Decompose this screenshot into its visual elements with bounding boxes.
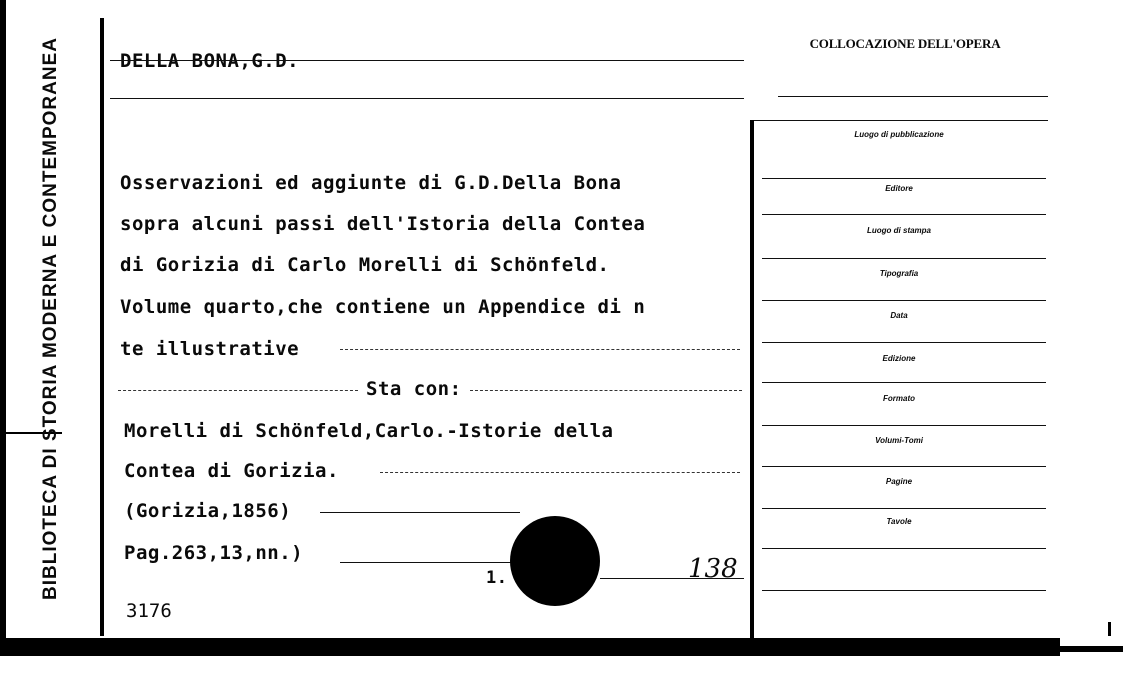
field-rule bbox=[762, 382, 1046, 383]
field-rule bbox=[762, 466, 1046, 467]
field-rule bbox=[762, 258, 1046, 259]
field-rule bbox=[762, 590, 1046, 591]
field-volumi-tomi: Volumi-Tomi bbox=[875, 436, 923, 445]
field-rule bbox=[762, 214, 1046, 215]
volume-mark: 1. bbox=[486, 568, 508, 588]
field-rule bbox=[762, 178, 1046, 179]
field-rule bbox=[762, 342, 1046, 343]
right-edge-mark bbox=[1108, 622, 1111, 636]
related-line-1: Morelli di Schönfeld,Carlo.-Istorie della bbox=[124, 420, 614, 442]
field-edizione: Edizione bbox=[882, 354, 916, 363]
related-line-4: Pag.263,13,nn.) bbox=[124, 542, 304, 564]
field-luogo-stampa: Luogo di stampa bbox=[867, 226, 931, 235]
field-rule bbox=[762, 508, 1046, 509]
related-line-3: (Gorizia,1856) bbox=[124, 500, 292, 522]
sta-con-rule-right bbox=[470, 390, 742, 391]
author-underline bbox=[110, 98, 744, 99]
collocazione-box-left bbox=[750, 120, 754, 642]
author-heading: DELLA BONA,G.D. bbox=[120, 50, 300, 72]
field-pagine: Pagine bbox=[885, 477, 913, 486]
field-rule bbox=[762, 425, 1046, 426]
related-rule-4 bbox=[340, 562, 520, 563]
field-tipografia: Tipografia bbox=[879, 269, 919, 278]
collocazione-box-top bbox=[752, 120, 1048, 121]
left-border-bar bbox=[0, 0, 6, 640]
title-line-4: Volume quarto,che contiene un Appendice di n bbox=[120, 296, 646, 318]
title-line-3: di Gorizia di Carlo Morelli di Schönfeld. bbox=[120, 254, 610, 276]
field-tavole: Tavole bbox=[886, 517, 912, 526]
related-rule-2 bbox=[380, 472, 740, 473]
card-margin-rule bbox=[100, 18, 104, 636]
author-rule bbox=[110, 60, 744, 61]
bottom-border-bar-tail bbox=[1060, 646, 1123, 652]
field-data: Data bbox=[890, 311, 908, 320]
field-formato: Formato bbox=[883, 394, 915, 403]
field-editore: Editore bbox=[885, 184, 913, 193]
sta-con-label: Sta con: bbox=[366, 378, 462, 400]
collocazione-heading: COLLOCAZIONE DELL'OPERA bbox=[809, 36, 1001, 51]
title-line-5: te illustrative bbox=[120, 338, 300, 360]
library-spine-label: BIBLIOTECA DI STORIA MODERNA E CONTEMPORANEA bbox=[40, 37, 61, 600]
sta-con-rule-left bbox=[118, 390, 358, 391]
bottom-border-bar bbox=[0, 638, 1060, 656]
title-line-2: sopra alcuni passi dell'Istoria della Contea bbox=[120, 213, 646, 235]
punch-hole bbox=[510, 516, 600, 606]
field-rule bbox=[762, 548, 1046, 549]
field-rule bbox=[762, 300, 1046, 301]
handwritten-number: 138 bbox=[688, 554, 738, 584]
related-rule-3 bbox=[320, 512, 520, 513]
card-number: 3176 bbox=[126, 600, 172, 622]
collocazione-rule-1 bbox=[778, 96, 1048, 97]
title-rule-5 bbox=[340, 349, 740, 350]
related-line-2: Contea di Gorizia. bbox=[124, 460, 339, 482]
field-luogo-pubblicazione: Luogo di pubblicazione bbox=[854, 130, 944, 139]
title-line-1: Osservazioni ed aggiunte di G.D.Della Bona bbox=[120, 172, 622, 194]
